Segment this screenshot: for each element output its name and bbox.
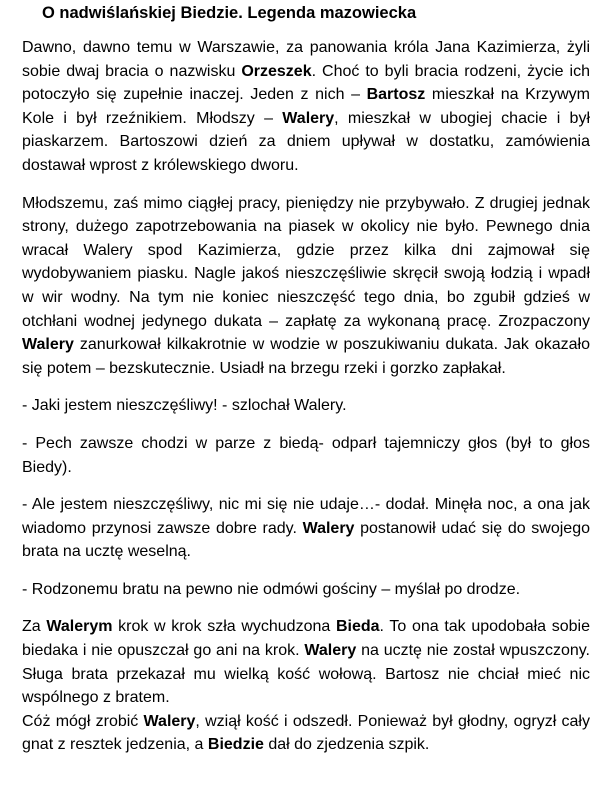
dialogue-line: - Rodzonemu bratu na pewno nie odmówi gościny – myślał po drodze.: [22, 580, 521, 598]
dialogue-line: - Jaki jestem nieszczęśliwy! - szlochał Walery.: [22, 397, 347, 415]
bold-name: Bieda: [335, 618, 380, 636]
bold-name: Walery: [143, 712, 196, 730]
bold-name: Walerym: [46, 618, 113, 636]
document-title: O nadwiślańskiej Biedzie. Legenda mazowiecka: [42, 4, 417, 22]
bold-name: Bartosz: [366, 86, 426, 104]
paragraph: Za Walerym krok w krok szła wychudzona Bieda. To ona tak upodobała sobie biedaka i nie opuszczał go ani na krok. Walery na ucztę nie został wpuszczony. Sługa brata przekazał mu wielką kość wołową. Bartosz nie chciał mieć nic wspólnego z bratem.: [22, 618, 591, 707]
document-page: [22, 0, 590, 757]
paragraph: Cóż mógł zrobić Walery, wziął kość i odszedł. Ponieważ był głodny, ogryzł cały gnat z resztek jedzenia, a Biedzie dał do zjedzenia szpik.: [22, 712, 590, 754]
dialogue-line: - Pech zawsze chodzi w parze z biedą- odparł tajemniczy głos (był to głos Biedy).: [22, 434, 590, 476]
bold-name: Biedzie: [207, 736, 264, 754]
bold-name: Walery: [22, 336, 74, 354]
bold-name: Walery: [302, 519, 355, 537]
bold-name: Walery: [282, 109, 335, 127]
dialogue-line: - Ale jestem nieszczęśliwy, nic mi się nie udaje…- dodał. Minęła noc, a ona jak wiadomo przynosi zawsze dobre rady. Walery postanowił udać się do swojego brata na ucztę weselną.: [22, 496, 590, 561]
bold-name: Orzeszek: [241, 62, 312, 80]
bold-name: Walery: [304, 642, 357, 660]
paragraph: Młodszemu, zaś mimo ciągłej pracy, pieniędzy nie przybywało. Z drugiej jednak strony, dużego zapotrzebowania na piasek w okolicy nie było. Pewnego dnia wracał Walery spod Kazimierza, gdzie przez kilka dni zajmował się wydobywaniem piasku. Nagle jakoś nieszczęśliwie skręcił swoją łodzią i wpadł w wir wodny. Na tym nie koniec nieszczęść tego dnia, bo zgubił gdzieś w otchłani wodnej jedynego dukata – zapłatę za wykonaną pracę. Zrozpaczony Walery zanurkował kilkakrotnie w wodzie w poszukiwaniu dukata. Jak okazało się potem – bezskutecznie. Usiadł na brzegu rzeki i gorzko zapłakał.: [22, 194, 590, 377]
paragraph: Dawno, dawno temu w Warszawie, za panowania króla Jana Kazimierza, żyli sobie dwaj bracia o nazwisku Orzeszek. Choć to byli bracia rodzeni, życie ich potoczyło się zupełnie inaczej. Jeden z nich – Bartosz mieszkał na Krzywym Kole i był rzeźnikiem. Młodszy – Walery, mieszkał w ubogiej chacie i był piaskarzem. Bartoszowi dzień za dniem upływał w dostatku, zamówienia dostawał wprost z królewskiego dworu.: [22, 39, 591, 174]
